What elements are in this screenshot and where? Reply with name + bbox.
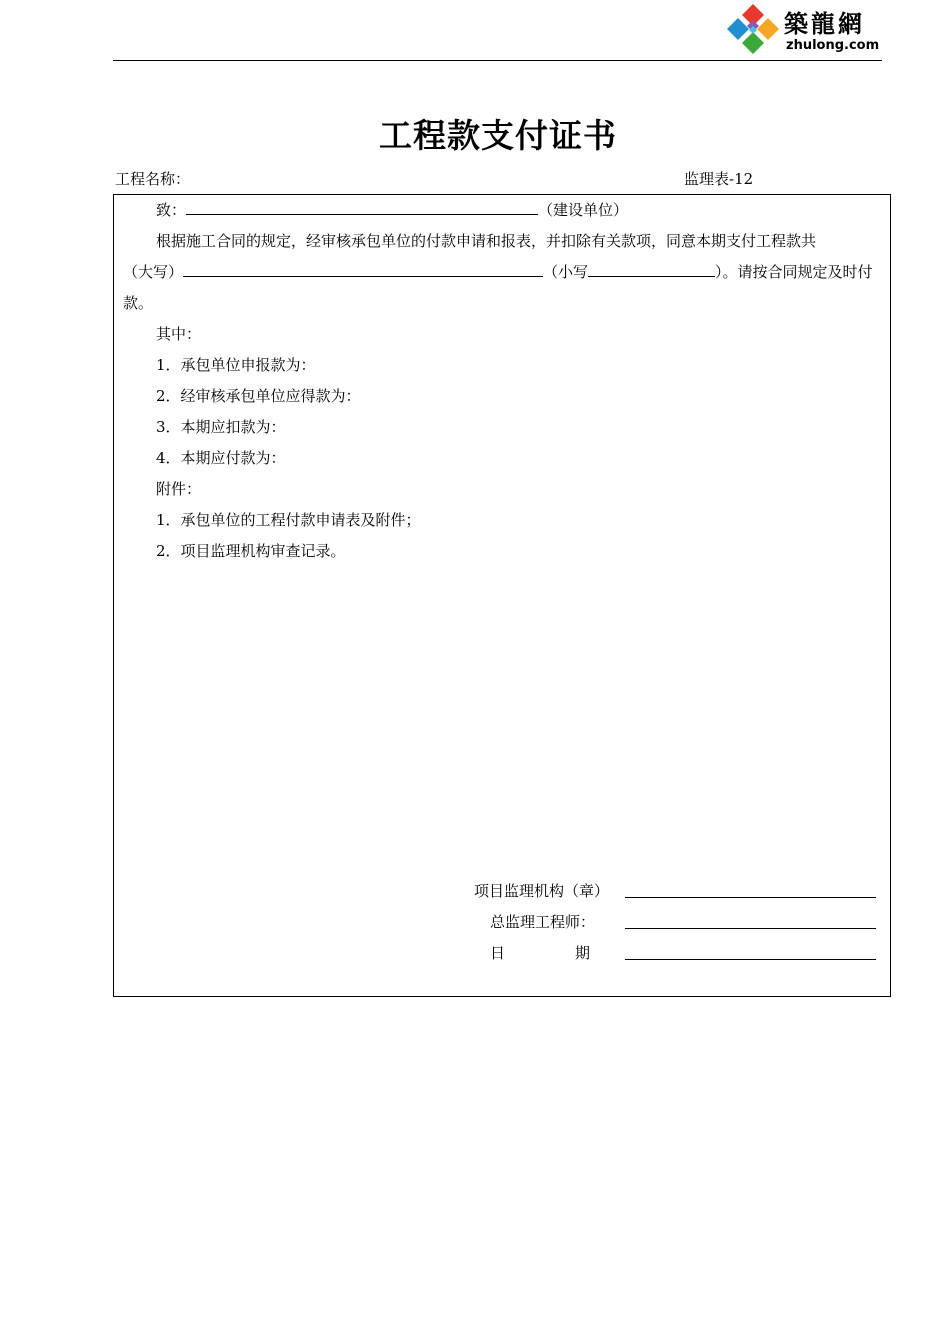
header-divider bbox=[113, 60, 882, 61]
list-item: 4．本期应付款为： bbox=[156, 449, 286, 467]
supervision-org-label: 项目监理机构（章） bbox=[474, 882, 610, 900]
construction-unit-blank[interactable] bbox=[186, 200, 538, 215]
date-label-char1: 日 bbox=[490, 944, 506, 962]
list-item: 3．本期应扣款为： bbox=[156, 418, 286, 436]
logo-domain: zhulong.com bbox=[786, 38, 880, 53]
date-label-char2: 期 bbox=[575, 944, 591, 962]
to-label: 致： bbox=[156, 201, 187, 219]
logo-chinese-name: 築龍網 bbox=[784, 10, 865, 38]
attachment-item: 1．承包单位的工程付款申请表及附件； bbox=[156, 511, 421, 529]
list-item: 2．经审核承包单位应得款为： bbox=[156, 387, 361, 405]
page-title: 工程款支付证书 bbox=[379, 116, 617, 155]
payment-paragraph-line3: 款。 bbox=[123, 294, 154, 312]
zhulong-logo-icon bbox=[724, 2, 782, 58]
amount-in-words-label: （大写） bbox=[123, 263, 184, 281]
to-suffix: （建设单位） bbox=[538, 201, 629, 219]
addressee-line bbox=[156, 200, 628, 220]
zhulong-logo bbox=[724, 2, 886, 58]
project-name-label: 工程名称： bbox=[115, 170, 191, 188]
payment-paragraph-tail: ）。请按合同规定及时付 bbox=[715, 263, 873, 281]
amount-in-figures-blank[interactable] bbox=[588, 262, 715, 277]
among-label: 其中： bbox=[156, 325, 202, 343]
amount-in-figures-label: （小写 bbox=[543, 263, 589, 281]
list-item: 1．承包单位申报款为： bbox=[156, 356, 316, 374]
supervision-org-blank[interactable] bbox=[625, 897, 876, 898]
date-blank[interactable] bbox=[625, 959, 876, 960]
payment-paragraph-line2 bbox=[123, 262, 873, 282]
attachment-item: 2．项目监理机构审查记录。 bbox=[156, 542, 346, 560]
form-code: 监理表-12 bbox=[684, 170, 754, 188]
amount-in-words-blank[interactable] bbox=[183, 262, 543, 277]
chief-engineer-blank[interactable] bbox=[625, 928, 876, 929]
attachments-label: 附件： bbox=[156, 480, 202, 498]
chief-engineer-label: 总监理工程师： bbox=[490, 913, 596, 931]
certificate-frame bbox=[113, 194, 891, 997]
payment-paragraph-line1: 根据施工合同的规定，经审核承包单位的付款申请和报表，并扣除有关款项，同意本期支付工程款共 bbox=[156, 232, 817, 250]
